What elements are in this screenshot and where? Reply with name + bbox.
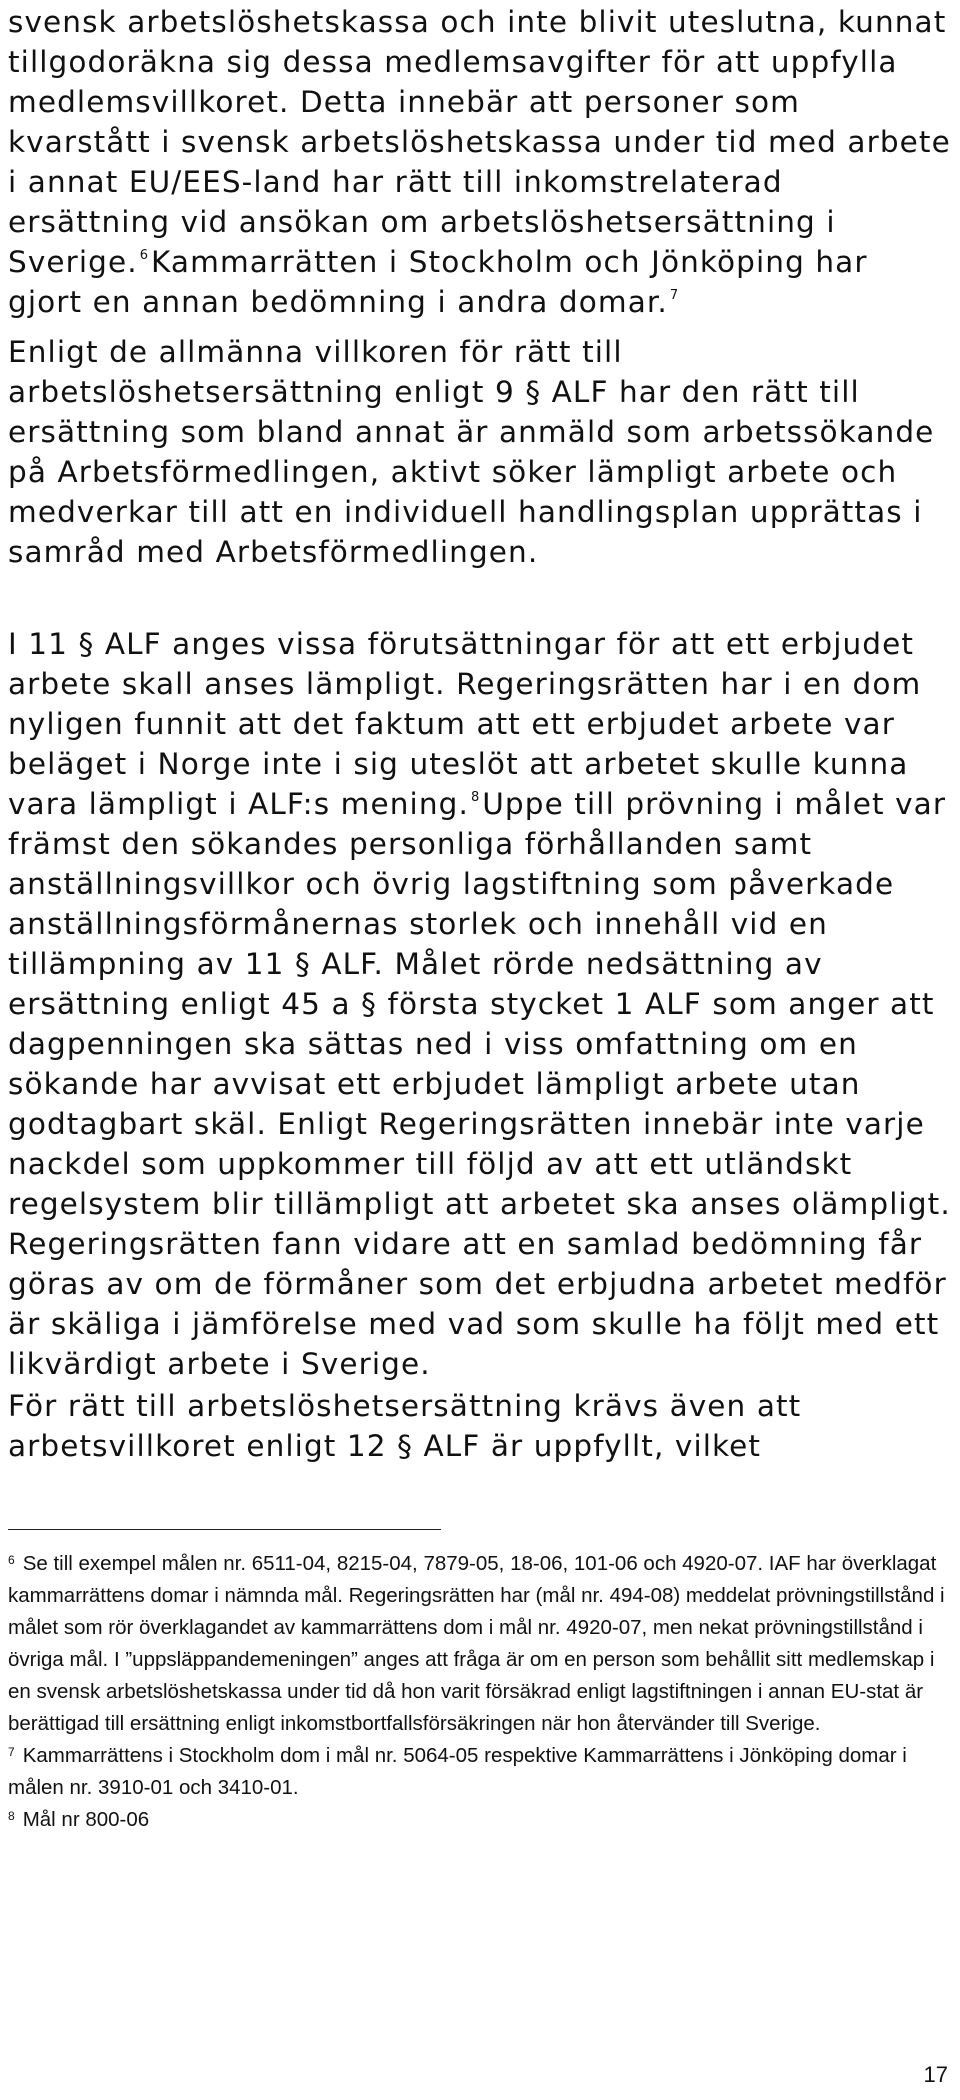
paragraph-3-text-a: I 11 § ALF anges vissa förutsättningar för att ett erbjudet arbete skall anses lämpligt. Regeringsrätten har i en dom nyligen funnit att det faktum att ett erbjudet arbete var beläget i Norge inte i sig uteslöt att arbetet skulle kunna vara lämpligt i ALF:s mening. <box>8 627 922 821</box>
paragraph-3 <box>8 624 952 1384</box>
paragraph-2-text: Enligt de allmänna villkoren för rätt till arbetslöshetsersättning enligt 9 § ALF har den rätt till ersättning som bland annat är anmäld som arbetssökande på Arbetsförmedlingen, aktivt söker lämpligt arbete och medverkar till att en individuell handlingsplan upprättas i samråd med Arbetsförmedlingen. <box>8 335 935 569</box>
paragraph-4 <box>8 1386 952 1466</box>
footnote-8 <box>8 1804 952 1836</box>
paragraph-1-text-b: Kammarrätten i Stockholm och Jönköping har gjort en annan bedömning i andra domar. <box>8 245 868 319</box>
footnote-ref-7[interactable]: 7 <box>669 288 679 303</box>
page-number: 17 <box>923 2062 948 2087</box>
footnote-separator <box>8 1529 441 1530</box>
paragraph-1-text-a: svensk arbetslöshetskassa och inte blivit uteslutna, kunnat tillgodoräkna sig dessa medlemsavgifter för att uppfylla medlemsvillkoret. Detta innebär att personer som kvarstått i svensk arbetslöshetskassa under tid med arbete i annat EU/EES-land har rätt till inkomstrelaterad ersättning vid ansökan om arbetslöshetsersättning i Sverige. <box>8 5 951 279</box>
paragraph-2 <box>8 332 952 572</box>
paragraph-4-text: För rätt till arbetslöshetsersättning krävs även att arbetsvillkoret enligt 12 § ALF är uppfyllt, vilket <box>8 1389 802 1463</box>
footnote-number-7: 7 <box>8 1745 15 1759</box>
footnote-ref-8[interactable]: 8 <box>470 790 480 805</box>
footnote-7 <box>8 1740 952 1804</box>
footnote-number-6: 6 <box>8 1553 15 1567</box>
paragraph-1 <box>8 2 952 322</box>
footnote-6 <box>8 1548 952 1740</box>
footnote-ref-6[interactable]: 6 <box>139 248 148 263</box>
footnote-8-text: Mål nr 800-06 <box>22 1808 150 1831</box>
footnote-number-8: 8 <box>8 1809 15 1823</box>
footnote-7-text: Kammarrättens i Stockholm dom i mål nr. 5064-05 respektive Kammarrättens i Jönköping domar i målen nr. 3910-01 och 3410-01. <box>8 1744 907 1799</box>
paragraph-3-text-b: Uppe till prövning i målet var främst den sökandes personliga förhållanden samt anställningsvillkor och övrig lagstiftning som påverkade anställningsförmånernas storlek och innehåll vid en tillämpning av 11 § ALF. Målet rörde nedsättning av ersättning enligt 45 a § första stycket 1 ALF som anger att dagpenningen ska sättas ned i viss omfattning om en sökande har avvisat ett erbjudet lämpligt arbete utan godtagbart skäl. Enligt Regeringsrätten innebär inte varje nackdel som uppkommer till följd av att ett utländskt regelsystem blir tillämpligt att arbetet ska anses olämpligt. Regeringsrätten fann vidare att en samlad bedömning får göras av om de förmåner som det erbjudna arbetet medför är skäliga i jämförelse med vad som skulle ha följt med ett likvärdigt arbete i Sverige. <box>8 787 951 1381</box>
footnotes <box>8 1548 952 1836</box>
footnote-6-text: Se till exempel målen nr. 6511-04, 8215-04, 7879-05, 18-06, 101-06 och 4920-07. IAF har överklagat kammarrättens domar i nämnda mål. Regeringsrätten har (mål nr. 494-08) meddelat prövningstillstånd i målet som rör överklagandet av kammarrättens dom i mål nr. 4920-07, men nekat prövningstillstånd i övriga mål. I ”uppsläppandemeningen” anges att fråga är om en person som behållit sitt medlemskap i en svensk arbetslöshetskassa under tid då hon varit försäkrad enligt lagstiftningen i annan EU-stat är berättigad till ersättning enligt inkomstbortfallsförsäkringen när hon återvänder till Sverige. <box>8 1552 945 1735</box>
